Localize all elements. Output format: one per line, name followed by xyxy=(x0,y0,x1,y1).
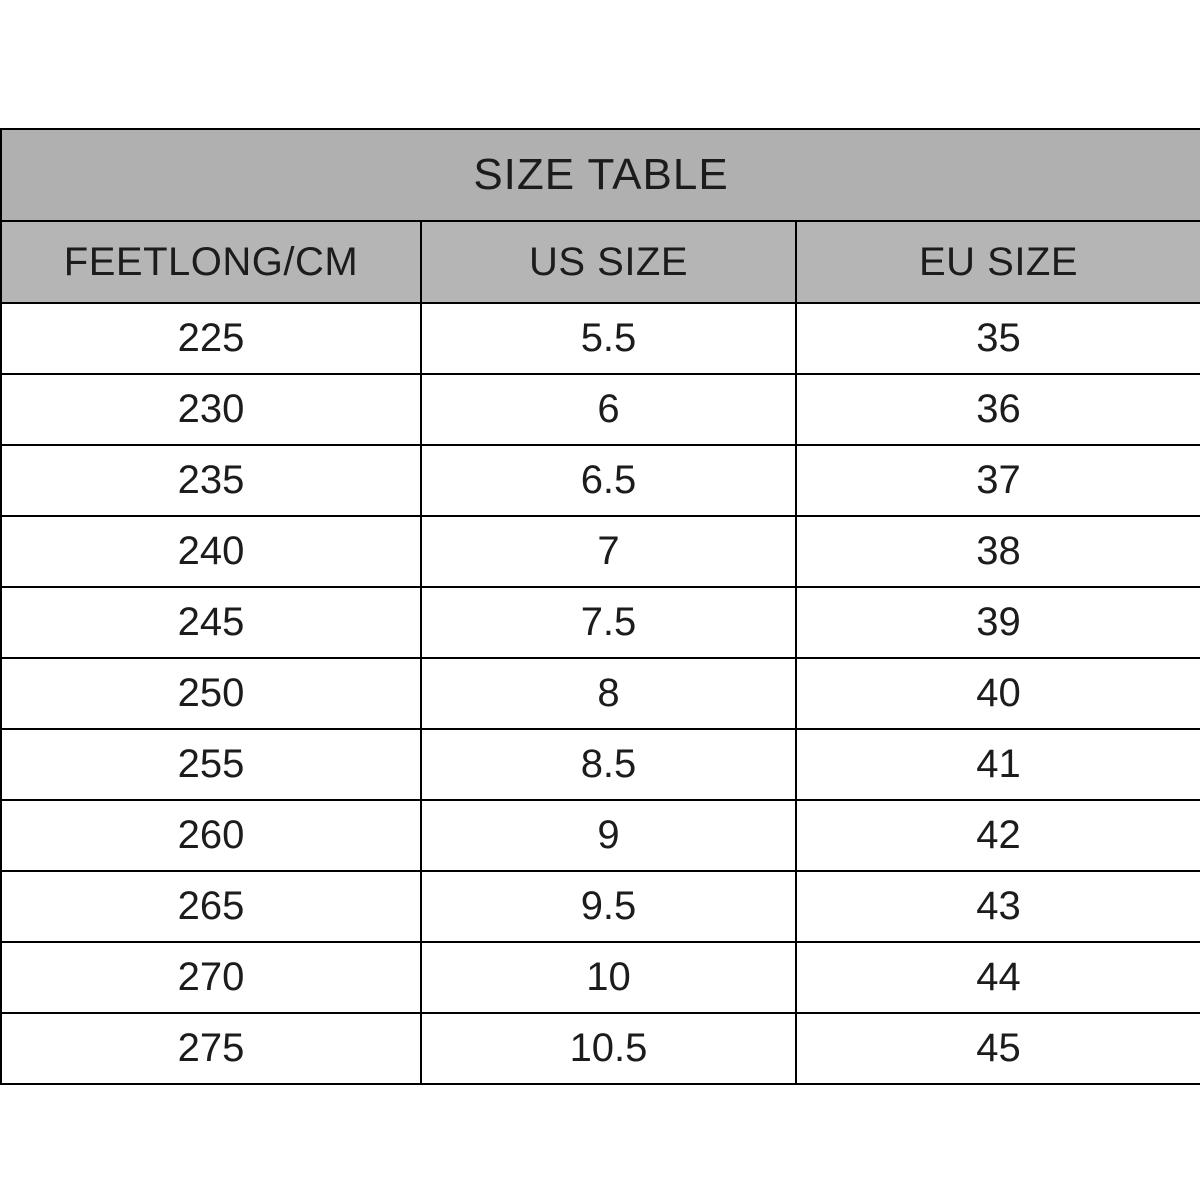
cell-us-size: 6 xyxy=(421,374,796,445)
cell-us-size: 7.5 xyxy=(421,587,796,658)
cell-eu-size: 37 xyxy=(796,445,1200,516)
table-title-row xyxy=(1,129,1200,221)
cell-eu-size: 45 xyxy=(796,1013,1200,1084)
cell-eu-size: 39 xyxy=(796,587,1200,658)
cell-feetlong: 265 xyxy=(1,871,421,942)
cell-us-size: 7 xyxy=(421,516,796,587)
column-header-eu-size: EU SIZE xyxy=(796,221,1200,303)
table-row xyxy=(1,942,1200,1013)
table-row xyxy=(1,445,1200,516)
table-row xyxy=(1,729,1200,800)
cell-us-size: 5.5 xyxy=(421,303,796,374)
column-header-us-size: US SIZE xyxy=(421,221,796,303)
cell-feetlong: 230 xyxy=(1,374,421,445)
table-header-row xyxy=(1,221,1200,303)
table-row xyxy=(1,303,1200,374)
cell-feetlong: 275 xyxy=(1,1013,421,1084)
cell-eu-size: 44 xyxy=(796,942,1200,1013)
cell-us-size: 6.5 xyxy=(421,445,796,516)
cell-feetlong: 235 xyxy=(1,445,421,516)
cell-us-size: 8.5 xyxy=(421,729,796,800)
cell-us-size: 8 xyxy=(421,658,796,729)
table-row xyxy=(1,871,1200,942)
table-row xyxy=(1,800,1200,871)
cell-feetlong: 260 xyxy=(1,800,421,871)
cell-eu-size: 41 xyxy=(796,729,1200,800)
table-row xyxy=(1,658,1200,729)
table-row xyxy=(1,1013,1200,1084)
cell-feetlong: 250 xyxy=(1,658,421,729)
cell-feetlong: 240 xyxy=(1,516,421,587)
cell-us-size: 10.5 xyxy=(421,1013,796,1084)
column-header-feetlong: FEETLONG/CM xyxy=(1,221,421,303)
table-title: SIZE TABLE xyxy=(1,129,1200,221)
cell-feetlong: 245 xyxy=(1,587,421,658)
cell-feetlong: 225 xyxy=(1,303,421,374)
cell-feetlong: 255 xyxy=(1,729,421,800)
cell-eu-size: 43 xyxy=(796,871,1200,942)
table-row xyxy=(1,516,1200,587)
cell-eu-size: 36 xyxy=(796,374,1200,445)
size-table-body xyxy=(1,129,1200,1084)
cell-feetlong: 270 xyxy=(1,942,421,1013)
cell-eu-size: 40 xyxy=(796,658,1200,729)
table-row xyxy=(1,587,1200,658)
size-table xyxy=(0,128,1200,1085)
cell-eu-size: 35 xyxy=(796,303,1200,374)
cell-us-size: 10 xyxy=(421,942,796,1013)
size-table-container xyxy=(0,128,1200,1085)
cell-eu-size: 42 xyxy=(796,800,1200,871)
cell-eu-size: 38 xyxy=(796,516,1200,587)
table-row xyxy=(1,374,1200,445)
cell-us-size: 9 xyxy=(421,800,796,871)
cell-us-size: 9.5 xyxy=(421,871,796,942)
